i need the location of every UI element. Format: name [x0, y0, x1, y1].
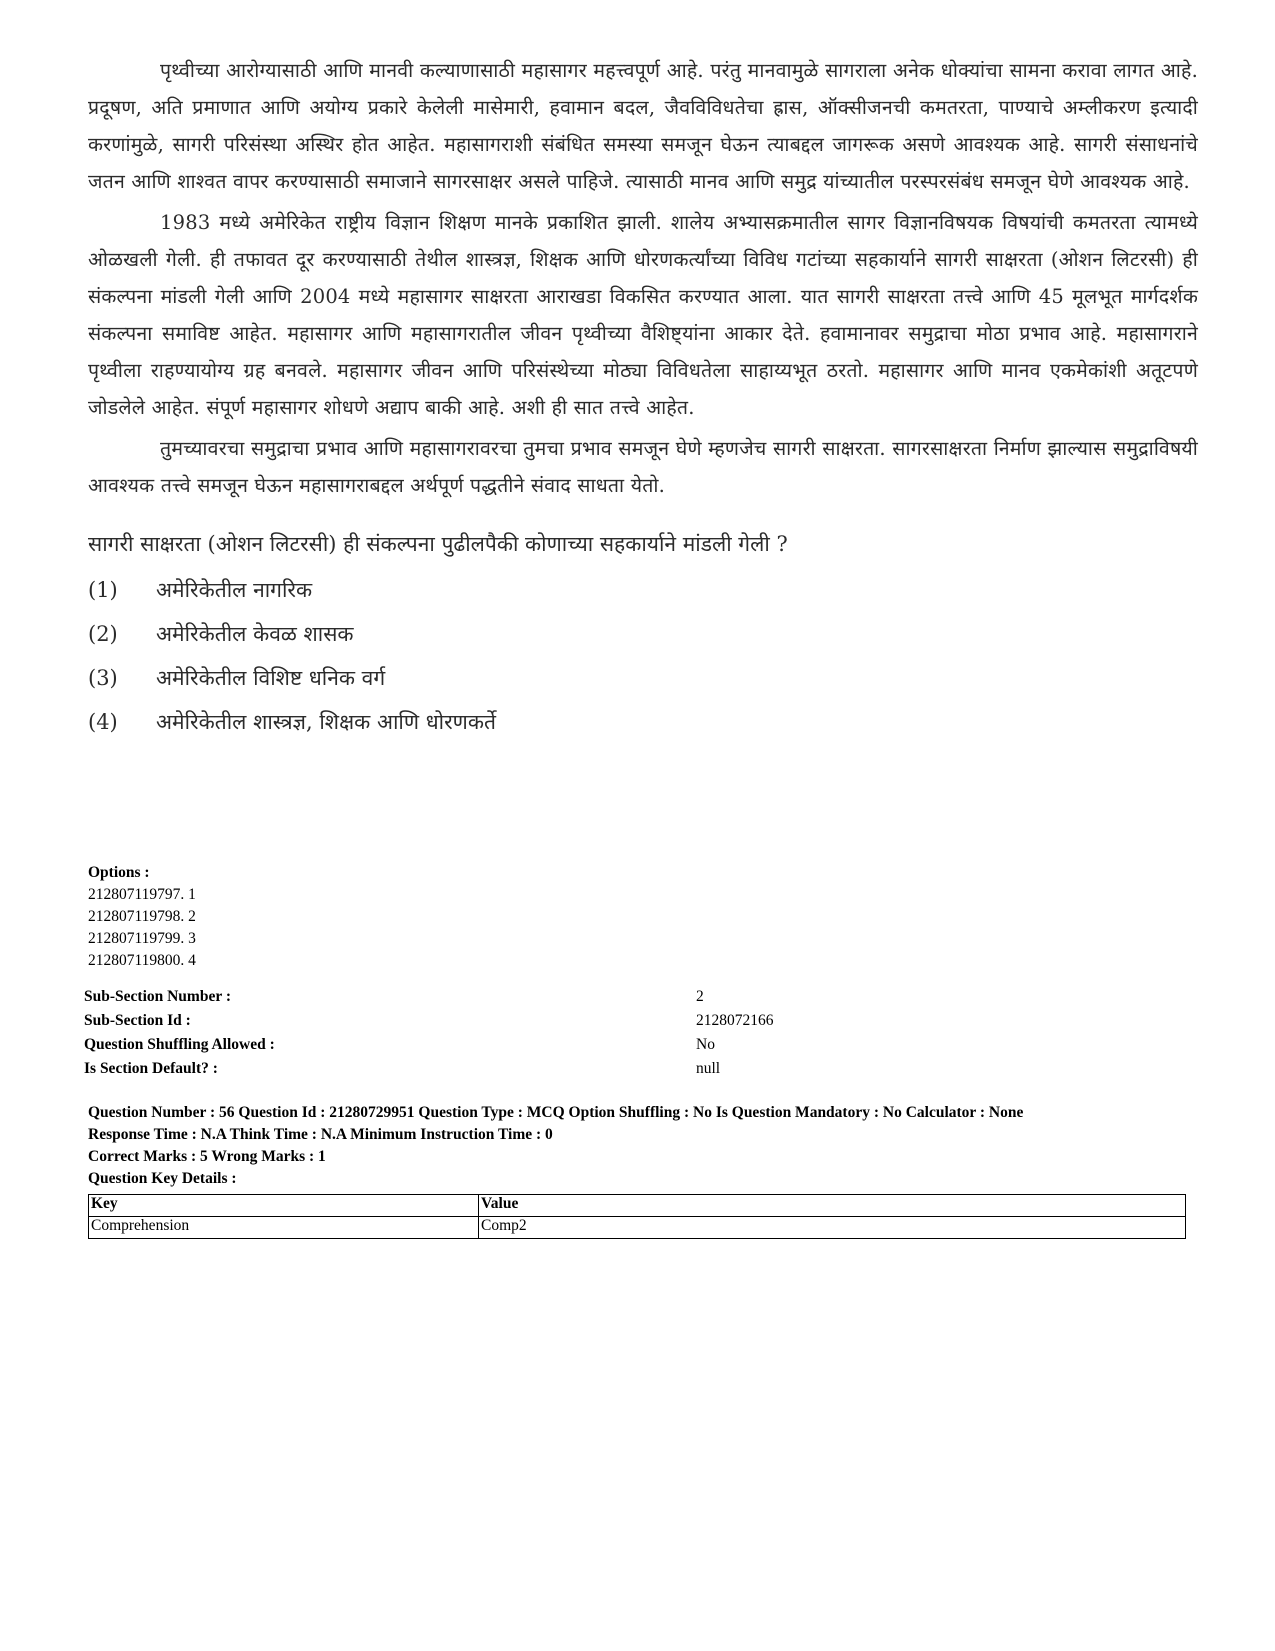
question-text: सागरी साक्षरता (ओशन लिटरसी) ही संकल्पना पुढीलपैकी कोणाच्या सहकार्याने मांडली गेली ? [88, 532, 788, 556]
subsection-key: Question Shuffling Allowed : [84, 1036, 275, 1053]
table-header-row [89, 1195, 1186, 1217]
subsection-value: No [696, 1036, 715, 1053]
choice-item [88, 700, 1198, 744]
table-header-cell: Key [89, 1195, 479, 1217]
scanned-passage-image [88, 52, 1198, 744]
choice-number: (2) [88, 622, 118, 646]
subsection-key: Sub-Section Id : [84, 1012, 191, 1029]
choice-text: अमेरिकेतील केवळ शासक [156, 622, 354, 646]
choice-number: (4) [88, 710, 118, 734]
choice-item [88, 656, 1198, 700]
subsection-key: Is Section Default? : [84, 1060, 218, 1077]
question-key-details-label: Question Key Details : [88, 1170, 237, 1187]
choice-text: अमेरिकेतील विशिष्ट धनिक वर्ग [156, 666, 386, 690]
option-id: 212807119798. 2 [88, 908, 196, 925]
option-id: 212807119800. 4 [88, 952, 196, 969]
question-info [88, 1103, 1198, 1191]
subsection-value: 2128072166 [696, 1012, 774, 1029]
passage-paragraph-2: 1983 मध्ये अमेरिकेत राष्ट्रीय विज्ञान शिक्षण मानके प्रकाशित झाली. शालेय अभ्यासक्रमातील सागर विज्ञानविषयक विषयांची कमतरता त्यामध्ये ओळखली गेली. ही तफावत दूर करण्यासाठी तेथील शास्त्रज्ञ, शिक्षक आणि धोरणकर्त्यांच्या विविध गटांच्या सहकार्याने सागरी साक्षरता (ओशन लिटरसी) ही संकल्पना मांडली गेली आणि 2004 मध्ये महासागर साक्षरता आराखडा विकसित करण्यात आला. यात सागरी साक्षरता तत्त्वे आणि 45 मूलभूत मार्गदर्शक संकल्पना समाविष्ट आहेत. महासागर आणि महासागरातील जीवन पृथ्वीच्या वैशिष्ट्यांना आकार देते. हवामानावर समुद्राचा मोठा प्रभाव आहे. महासागराने पृथ्वीला राहण्यायोग्य ग्रह बनवले. महासागर जीवन आणि परिसंस्थेच्या मोठ्या विविधतेला साहाय्यभूत ठरतो. महासागर आणि मानव एकमेकांशी अतूटपणे जोडलेले आहेत. संपूर्ण महासागर शोधणे अद्याप बाकी आहे. अशी ही सात तत्त्वे आहेत. [88, 211, 1198, 419]
options-block [88, 862, 196, 972]
table-row [89, 1217, 1186, 1239]
subsection-value: null [696, 1060, 721, 1077]
choice-text: अमेरिकेतील नागरिक [156, 578, 313, 602]
table-cell: Comprehension [89, 1217, 479, 1239]
choice-item [88, 612, 1198, 656]
question-marks: Correct Marks : 5 Wrong Marks : 1 [88, 1148, 326, 1165]
question-key-table [88, 1194, 1186, 1239]
choice-number: (3) [88, 666, 118, 690]
subsection-value: 2 [696, 988, 704, 1005]
subsection-details [84, 985, 804, 1081]
question-info-line: Question Number : 56 Question Id : 21280729951 Question Type : MCQ Option Shuffling : No Is Question Mandatory : No Calculator : None [88, 1104, 1024, 1121]
option-id: 212807119799. 3 [88, 930, 196, 947]
question-info-line: Response Time : N.A Think Time : N.A Minimum Instruction Time : 0 [88, 1126, 553, 1143]
table-header-cell: Value [479, 1195, 1186, 1217]
choice-text: अमेरिकेतील शास्त्रज्ञ, शिक्षक आणि धोरणकर्ते [156, 710, 496, 734]
passage-paragraph-1: पृथ्वीच्या आरोग्यासाठी आणि मानवी कल्याणासाठी महासागर महत्त्वपूर्ण आहे. परंतु मानवामुळे सागराला अनेक धोक्यांचा सामना करावा लागत आहे. प्रदूषण, अति प्रमाणात आणि अयोग्य प्रकारे केलेली मासेमारी, हवामान बदल, जैवविविधतेचा ह्रास, ऑक्सीजनची कमतरता, पाण्याचे अम्लीकरण इत्यादी करणांमुळे, सागरी परिसंस्था अस्थिर होत आहेत. महासागराशी संबंधित समस्या समजून घेऊन त्याबद्दल जागरूक असणे आवश्यक आहे. सागरी संसाधनांचे जतन आणि शाश्वत वापर करण्यासाठी समाजाने सागरसाक्षर असले पाहिजे. त्यासाठी मानव आणि समुद्र यांच्यातील परस्परसंबंध समजून घेणे आवश्यक आहे. [88, 59, 1198, 193]
choice-item [88, 568, 1198, 612]
table-cell: Comp2 [479, 1217, 1186, 1239]
choice-number: (1) [88, 578, 118, 602]
options-label: Options : [88, 864, 150, 881]
passage-paragraph-3: तुमच्यावरचा समुद्राचा प्रभाव आणि महासागरावरचा तुमचा प्रभाव समजून घेणे म्हणजेच सागरी साक्षरता. सागरसाक्षरता निर्माण झाल्यास समुद्राविषयी आवश्यक तत्त्वे समजून घेऊन महासागराबद्दल अर्थपूर्ण पद्धतीने संवाद साधता येतो. [88, 437, 1198, 497]
subsection-key: Sub-Section Number : [84, 988, 231, 1005]
subsection-row [84, 985, 804, 1009]
option-id: 212807119797. 1 [88, 886, 196, 903]
subsection-row [84, 1057, 804, 1081]
subsection-row [84, 1033, 804, 1057]
subsection-row [84, 1009, 804, 1033]
